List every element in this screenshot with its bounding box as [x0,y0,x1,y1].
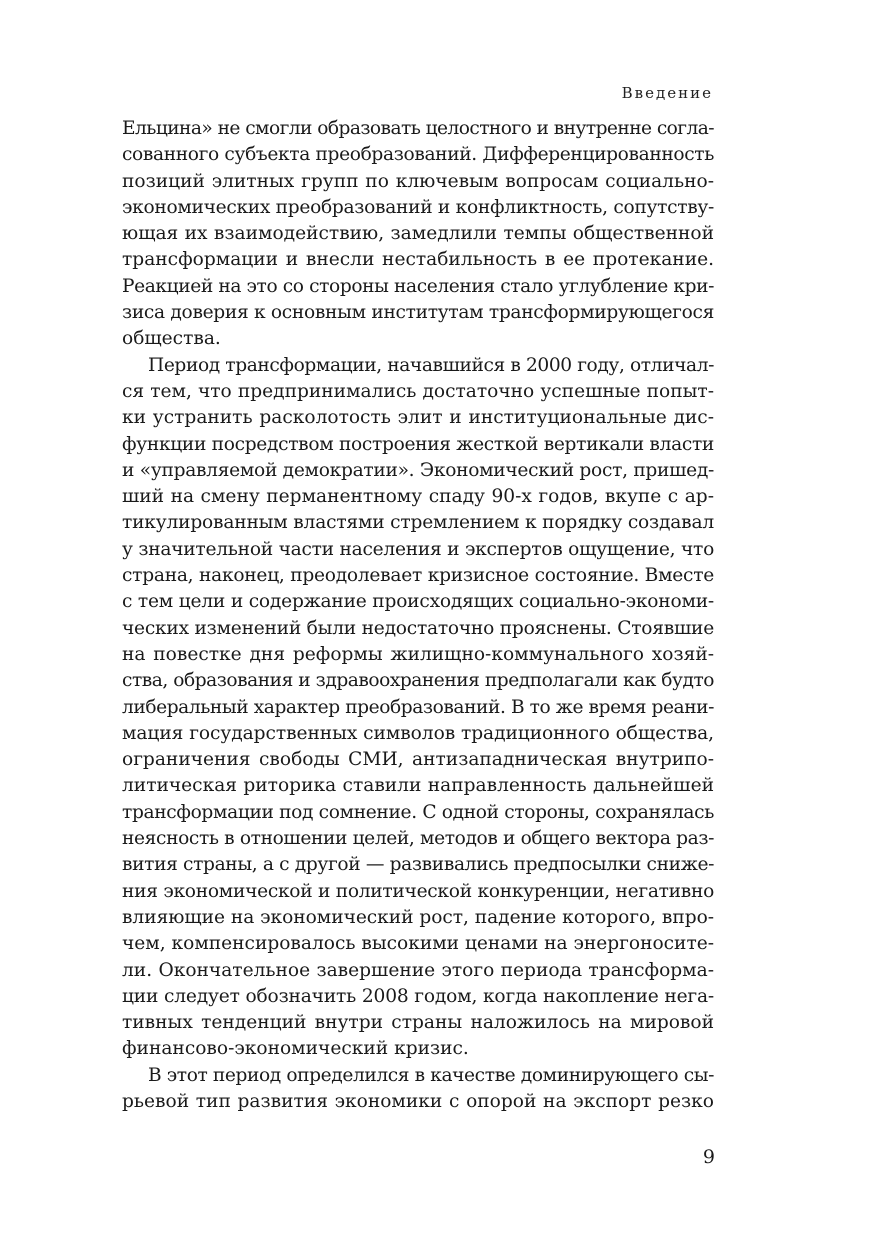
text-line: чем, компенсировалось высокими ценами на энергоносите- [122,933,714,955]
text-line: влияющие на экономический рост, падение которого, впро- [122,906,714,928]
text-line: ограничения свободы СМИ, антизападническая внутрипо- [122,749,714,771]
text-line: мация государственных символов традиционного общества, [122,722,714,744]
text-line: экономических преобразований и конфликтность, сопутству- [122,196,715,218]
text-line: сованного субъекта преобразований. Дифференцированность [122,144,714,166]
text-line: у значительной части населения и экспертов ощущение, что [122,538,715,560]
text-line: ния экономической и политической конкуренции, негативно [122,880,714,902]
text-line: Период трансформации, начавшийся в 2000 году, отличал- [148,354,714,376]
text-line: позиций элитных групп по ключевым вопросам социально- [122,170,714,192]
text-line: рьевой тип развития экономики с опорой на экспорт резко [122,1090,714,1112]
text-line: общества. [122,328,221,350]
text-line: ший на смену перманентному спаду 90-х годов, вкупе с ар- [122,486,714,508]
text-line: неясность в отношении целей, методов и общего вектора раз- [122,828,715,850]
text-line: трансформации под сомнение. С одной стороны, сохранялась [122,801,715,823]
text-line: и «управляемой демократии». Экономический рост, пришед- [122,459,715,481]
text-line: финансово-экономический кризис. [122,1038,469,1060]
text-line: ющая их взаимодействию, замедлили темпы общественной [122,223,714,245]
text-line: вития страны, а с другой — развивались предпосылки сниже- [122,854,715,876]
text-line: ся тем, что предпринимались достаточно успешные попыт- [122,380,714,402]
page-number: 9 [702,1146,715,1168]
text-line: функции посредством построения жесткой вертикали власти [122,433,715,455]
text-line: тикулированным властями стремлением к порядку создавал [122,512,714,534]
text-line: ции следует обозначить 2008 годом, когда накопление нега- [122,985,715,1007]
text-line: ли. Окончательное завершение этого периода трансформа- [122,959,714,981]
text-line: ства, образования и здравоохранения предполагали как будто [122,670,715,692]
text-line: страна, наконец, преодолевает кризисное состояние. Вместе [122,565,715,587]
text-line: ки устранить расколотость элит и институциональные дис- [122,407,714,429]
text-line: с тем цели и содержание происходящих социально-экономи- [122,591,714,613]
text-line: Ельцина» не смогли образовать целостного и внутренне согла- [122,118,714,139]
text-line: В этот период определился в качестве доминирующего сы- [148,1064,715,1086]
text-line: зиса доверия к основным институтам трансформирующегося [122,302,715,324]
body-text [122,116,714,1115]
running-header: Введение [621,84,713,102]
text-line: трансформации и внесли нестабильность в ее протекание. [122,249,714,271]
text-line: Реакцией на это со стороны населения стало углубление кри- [122,275,715,297]
text-line: ческих изменений были недостаточно прояснены. Стоявшие [122,617,714,639]
text-line: тивных тенденций внутри страны наложилось на мировой [122,1012,714,1034]
text-line: на повестке дня реформы жилищно-коммунального хозяй- [122,643,714,665]
text-line: литическая риторика ставили направленность дальнейшей [122,775,714,797]
text-line: либеральный характер преобразований. В то же время реани- [122,696,714,718]
